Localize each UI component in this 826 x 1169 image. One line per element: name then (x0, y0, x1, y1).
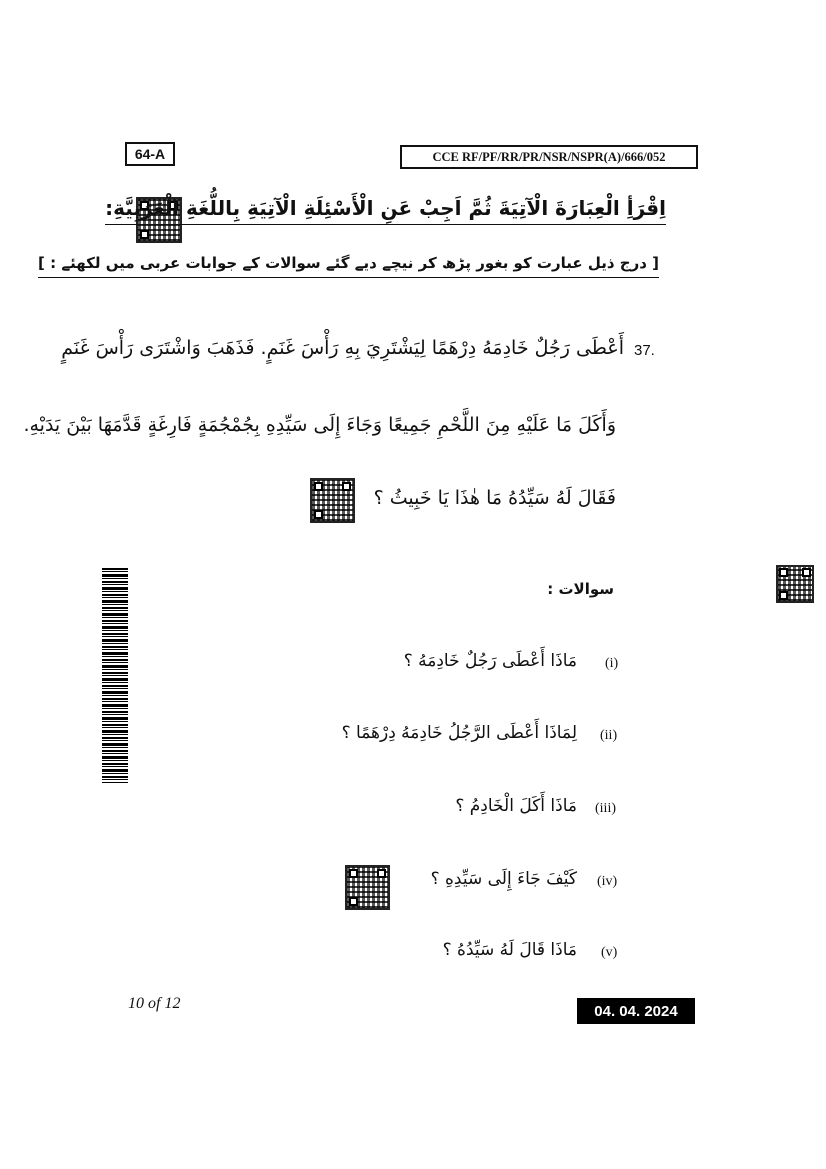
subquestion-label: (iii) (595, 801, 616, 816)
paper-code: 64-A (125, 142, 175, 166)
subquestion-text: مَاذَا أَكَلَ الْخَادِمُ ؟ (455, 796, 577, 816)
passage-line: وَأَكَلَ مَا عَلَيْهِ مِنَ اللَّحْمِ جَمِيعًا وَجَاءَ إِلَى سَيِّدِهِ بِجُمْجُمَةٍ فَارِغَةٍ قَدَّمَهَا بَيْنَ يَدَيْهِ. (23, 414, 616, 436)
page-number: 10 of 12 (128, 995, 181, 1012)
qr-code-middle (310, 478, 355, 523)
subquestion-text: لِمَاذَا أَعْطَى الرَّجُلُ خَادِمَهُ دِرْهَمًا ؟ (341, 723, 577, 743)
subquestion-text: مَاذَا أَعْطَى رَجُلٌ خَادِمَهُ ؟ (403, 651, 577, 671)
subquestion-label: (v) (601, 945, 618, 960)
arabic-instruction: اِقْرَأِ الْعِبَارَةَ الْآتِيَةَ ثُمَّ اَجِبْ عَنِ الْأَسْئِلَةِ الْآتِيَةِ بِاللُّغَةِ الْعَرَبِيَّةِ: (105, 196, 666, 225)
subquestion-text: كَيْفَ جَاءَ إِلَى سَيِّدِهِ ؟ (430, 869, 577, 889)
qr-code-bottom (345, 865, 390, 910)
exam-date: 04. 04. 2024 (577, 998, 695, 1024)
subquestion-text: مَاذَا قَالَ لَهُ سَيِّدُهُ ؟ (442, 940, 577, 960)
barcode (102, 568, 128, 783)
subquestion-label: (ii) (600, 728, 618, 743)
subquestion-label: (i) (605, 656, 619, 671)
subquestion-label: (iv) (597, 874, 618, 889)
paper-reference: CCE RF/PF/RR/PR/NSR/NSPR(A)/666/052 (400, 145, 698, 169)
qr-code-margin (776, 565, 814, 603)
urdu-instruction: [ درج ذیل عبارت کو بغور پڑھ کر نیچے دیے گئے سوالات کے جوابات عربی میں لکھئے : ] (38, 254, 659, 278)
passage-line: فَقَالَ لَهُ سَيِّدُهُ مَا هٰذَا يَا خَبِيثُ ؟ (373, 487, 616, 509)
passage-line: أَعْطَى رَجُلٌ خَادِمَهُ دِرْهَمًا لِيَشْتَرِيَ بِهِ رَأْسَ غَنَمٍ. فَذَهَبَ وَاشْتَرَى رَأْسَ غَنَمٍ (61, 337, 624, 359)
question-number: 37. (634, 342, 655, 359)
subquestions-heading: سوالات : (547, 580, 614, 598)
